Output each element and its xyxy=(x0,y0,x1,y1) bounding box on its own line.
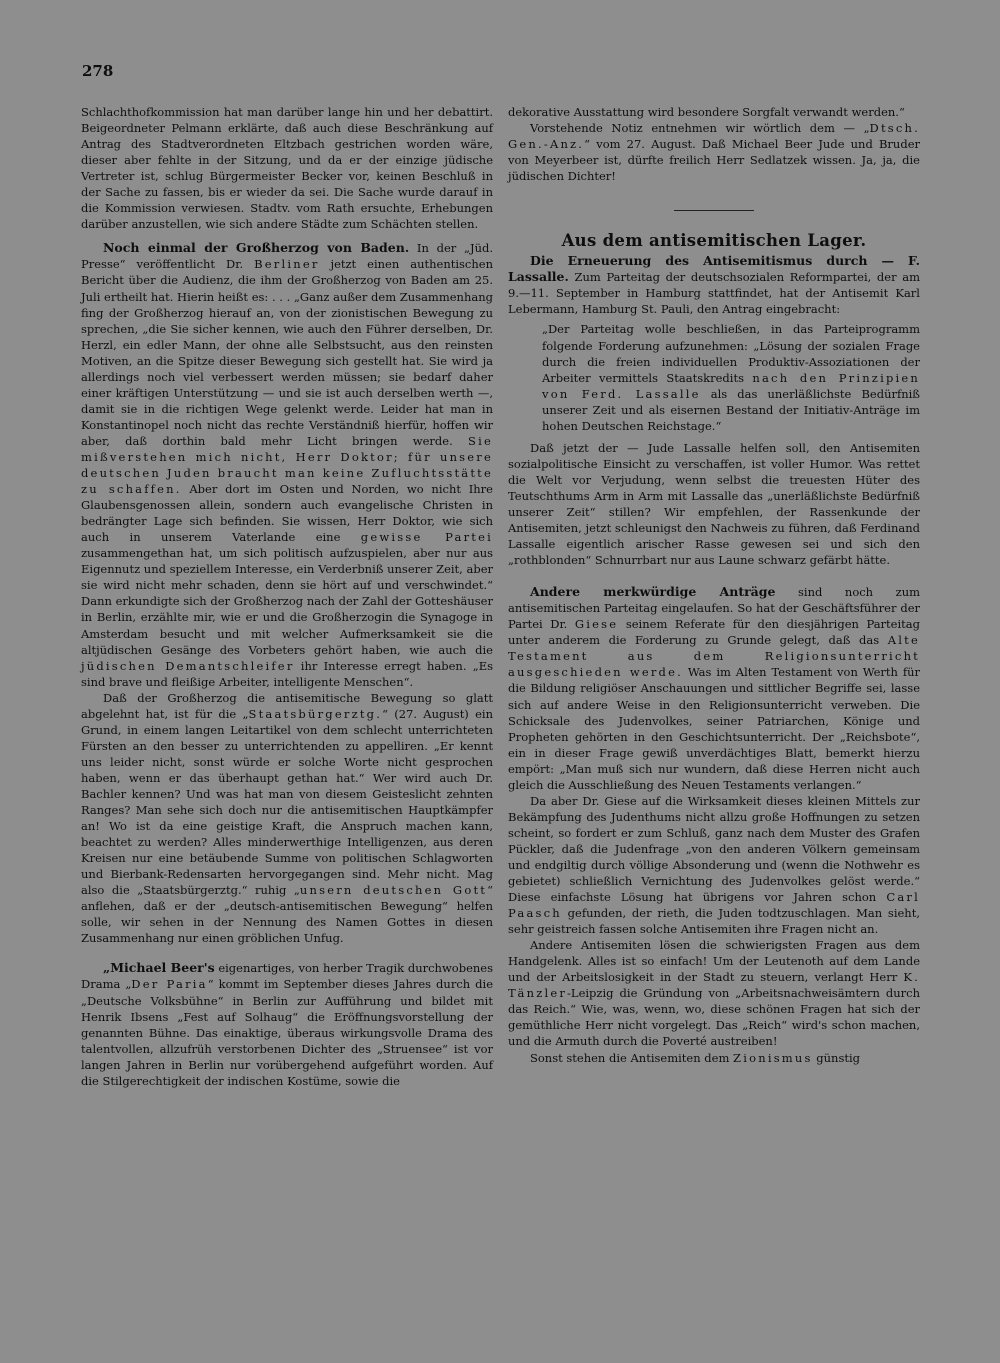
paragraph-ausstattung: dekorative Ausstattung wird besondere Sorgfalt verwandt werden.“ xyxy=(508,105,905,119)
article-grossherzog: Noch einmal der Großherzog von Baden. In der „Jüd. Presse“ veröffentlicht Dr. Berliner jetzt einen authentischen Bericht über die Audienz, die ihm der Großherzog von Baden am 25. Juli ertheilt hat. Hierin heißt es: . . . „Ganz außer dem Zusammenhang fing der Großherzog hierauf an, von der zionistischen Bewegung zu sprechen, „die Sie sicher kennen, wie auch den Führer derselben, Dr. Herzl, ein edler Mann, der ohne alle Selbstsucht, aus den reinsten Motiven, an die Spitze dieser Bewegung sich gestellt hat. Sie wird ja allerdings noch viel verbessert werden müssen; sie bedarf daher einer kräftigen Unterstützung — und sie ist auch derselben werth —, damit sie in die richtigen Wege gelenkt werde. Leider hat man in Konstantinopel noch nicht das rechte Verständniß hierfür, hoffen wir aber, daß dorthin bald mehr Licht bringen werde. Sie mißverstehen mich nicht, Herr Doktor; für unsere deutschen Juden braucht man keine Zufluchtsstätte zu schaffen. Aber dort im Osten und Norden, wo nicht Ihre Glaubensgenossen allein, sondern auch evangelische Christen in bedrängter Lage sich befinden. Sie wissen, Herr Doktor, wie sich auch in unserem Vaterlande eine gewisse Partei zusammengethan hat, um sich politisch aufzuspielen, aber nur aus Eigennutz und speziellem Interesse, ein Verderbniß unserer Zeit, aber sie wird nicht mehr schaden, denn sie hört auf und verschwindet.“ Dann erkundigte sich der Großherzog nach der Zahl der Gotteshäuser in Berlin, erzählte mir, wie er und die Großherzogin die Synagoge in Amsterdam besucht und mit welcher Aufmerksamkeit sie die altjüdischen Gesänge des Vorbeters gehört haben, wie auch die jüdischen Demantschleifer ihr Interesse erregt haben. „Es sind brave und fleißige Arbeiter, intelligente Menschen“. xyxy=(81,240,494,689)
article-heading-antraege: Andere merkwürdige Anträge xyxy=(530,584,776,600)
paragraph-notiz: Vorstehende Notiz entnehmen wir wörtlich dem — „Dtsch. Gen.-Anz.“ vom 27. August. Daß Michael Beer Jude und Bruder von Meyerbeer ist, dürfte freilich Herr Sedlatzek wissen. Ja, ja, die jüdischen Dichter! xyxy=(508,121,920,184)
section-divider xyxy=(674,210,754,211)
article-heading-michael-beer: „Michael Beer's xyxy=(103,960,215,976)
article-michael-beer: „Michael Beer's eigenartiges, von herber Tragik durchwobenes Drama „Der Paria“ kommt im September dieses Jahres durch die „Deutsche Volksbühne“ in Berlin zur Aufführung und bildet mit Henrik Ibsens „Fest auf Solhaug“ die Eröffnungsvorstellung der genannten Bühne. Das einaktige, überaus wirkungsvolle Drama des talentvollen, allzufrüh verstorbenen Dichter des „Struensee“ ist vor langen Jahren in Berlin nur vorübergehend aufgeführt worden. Auf die Stilgerechtigkeit der indischen Kostüme, sowie die xyxy=(81,960,494,1088)
article-heading-lassalle: Die Erneuerung des Antisemitismus durch — F. Lassalle. xyxy=(508,253,920,285)
left-column xyxy=(81,104,493,1089)
article-lassalle: Die Erneuerung des Antisemitismus durch — F. Lassalle. Zum Parteitag der deutschsozialen Reformpartei, der am 9.—11. September in Hamburg stattfindet, hat der Antisemit Karl Lebermann, Hamburg St. Pauli, den Antrag eingebracht: xyxy=(508,253,920,317)
section-heading: Aus dem antisemitischen Lager. xyxy=(561,231,867,251)
paragraph-staatsbuergerztg: Daß der Großherzog die antisemitische Bewegung so glatt abgelehnt hat, ist für die „Staatsbürgerztg.“ (27. August) ein Grund, in einem langen Leitartikel von dem schlecht unterrichteten Fürsten an den besser zu unterrichtenden zu appelliren. „Er kennt uns leider nicht, sonst würde er solche Worte nicht gesprochen haben, wenn er das überhaupt gethan hat.“ Wer wird auch Dr. Bachler kennen? Und was hat man von diesem Geisteslicht zehnten Ranges? Man sehe sich doch nur die antisemitischen Hauptkämpfer an! Wo ist da eine geistige Kraft, die Anspruch machen kann, beachtet zu werden? Alles minderwerthige Intelligenzen, aus deren Kreisen nur eine betäubende Summe von politischen Schlagworten und Bierbank-Redensarten hervorgegangen sind. Mehr nicht. Mag also die „Staatsbürgerztg.“ ruhig „unsern deutschen Gott“ anflehen, daß er der „deutsch-antisemitischen Bewegung“ helfen solle, wir sehen in der Nennung des Namen Gottes in diesen Zusammenhang nur einen gröblichen Unfug. xyxy=(81,690,493,946)
page-number: 278 xyxy=(82,62,114,80)
paragraph-taenzler: Andere Antisemiten lösen die schwierigsten Fragen aus dem Handgelenk. Alles ist so einfach! Um der Leutenoth auf dem Lande und der Arbeitslosigkeit in der Stadt zu steuern, verlangt Herr K. Tänzler-Leipzig die Gründung von „Arbeitsnachweisämtern durch das Reich.“ Wie, was, wenn, wo, diese schönen Fragen hat sich der gemüthliche Herr nicht vorgelegt. Das „Reich“ wird's schon machen, und die Armuth durch die Poverté austreiben! xyxy=(508,938,920,1049)
article-antraege: Andere merkwürdige Anträge sind noch zum antisemitischen Parteitag eingelaufen. So hat der Geschäftsführer der Partei Dr. Giese seinem Referate für den diesjährigen Parteitag unter anderem die Forderung zu Grunde gelegt, daß das Alte Testament aus dem Religionsunterricht ausgeschieden werde. Was im Alten Testament von Werth für die Bildung religiöser Anschauungen und sittlicher Begriffe sei, lasse sich auf andere Weise in den Religionsunterricht verweben. Die Schicksale des Judenvolkes, seiner Patriarchen, Könige und Propheten gehörten in den Geschichtsunterricht. Der „Reichsbote“, ein in dieser Frage gewiß unverdächtiges Blatt, bemerkt hierzu empört: „Man muß sich nur wundern, daß diese Herren nicht auch gleich die Ausschließung des Neuen Testaments verlangen.“ xyxy=(508,584,920,792)
article-heading-grossherzog: Noch einmal der Großherzog von Baden. xyxy=(103,240,410,256)
quoted-motion: „Der Parteitag wolle beschließen, in das Parteiprogramm folgende Forderung aufzunehmen: „Lösung der sozialen Frage durch die freien individuellen Produktiv-Assoziationen der Arbeiter vermittels Staatskredits nach den Prinzipien von Ferd. Lassalle als das unerläßlichste Bedürfniß unserer Zeit und als eisernen Bestand der Initiativ-Anträge im hohen Deutschen Reichstage.“ xyxy=(542,322,920,433)
paragraph-schlachthof: Schlachthofkommission hat man darüber lange hin und her debattirt. Beigeordneter Pelmann erklärte, daß auch diese Beschränkung auf Antrag des Stadtverordneten Eltzbach gestrichen worden wäre, dieser aber fehlte in der Sitzung, und da er der einzige jüdische Vertreter ist, schlug Bürgermeister Becker vor, keinen Beschluß in der Sache zu fassen, bis er wieder da sei. Die Sache wurde darauf in die Kommission verwiesen. Stadtv. vom Rath ersuchte, Erhebungen darüber anzustellen, wie sich andere Städte zum Schächten stellen. xyxy=(81,105,493,232)
paragraph-zionismus: Sonst stehen die Antisemiten dem Zionismus günstig xyxy=(530,1050,861,1065)
right-column xyxy=(508,104,920,1066)
paragraph-humor: Daß jetzt der — Jude Lassalle helfen soll, den Antisemiten sozialpolitische Einsicht zu verschaffen, ist voller Humor. Was rettet die Welt vor Verjudung, wenn selbst die treuesten Hüter des Teutschthums Arm in Arm mit Lassalle das „unerläßlichste Bedürfniß unserer Zeit“ stillen? Wir empfehlen, der Rassenkunde der Antisemiten, jetzt schleunigst den Nachweis zu führen, daß Ferdinand Lassalle eigentlich arischer Rasse gewesen sei und sich den „rothblonden“ Schnurrbart nur aus Laune schwarz gefärbt hätte. xyxy=(508,440,920,568)
paragraph-giese: Da aber Dr. Giese auf die Wirksamkeit dieses kleinen Mittels zur Bekämpfung des Judenthums nicht allzu große Hoffnungen zu setzen scheint, so fordert er zum Schluß, ganz nach dem Muster des Grafen Pückler, daß die Judenfrage „von den anderen Völkern gemeinsam und endgiltig durch völlige Absonderung und (wenn die Nothwehr es gebietet) schließlich Vernichtung des Judenvolkes gelöst werde.“ Diese einfachste Lösung hat übrigens vor Jahren schon Carl Paasch gefunden, der rieth, die Juden todtzuschlagen. Man sieht, sehr geistreich fassen solche Antisemiten ihre Fragen nicht an. xyxy=(508,793,920,937)
